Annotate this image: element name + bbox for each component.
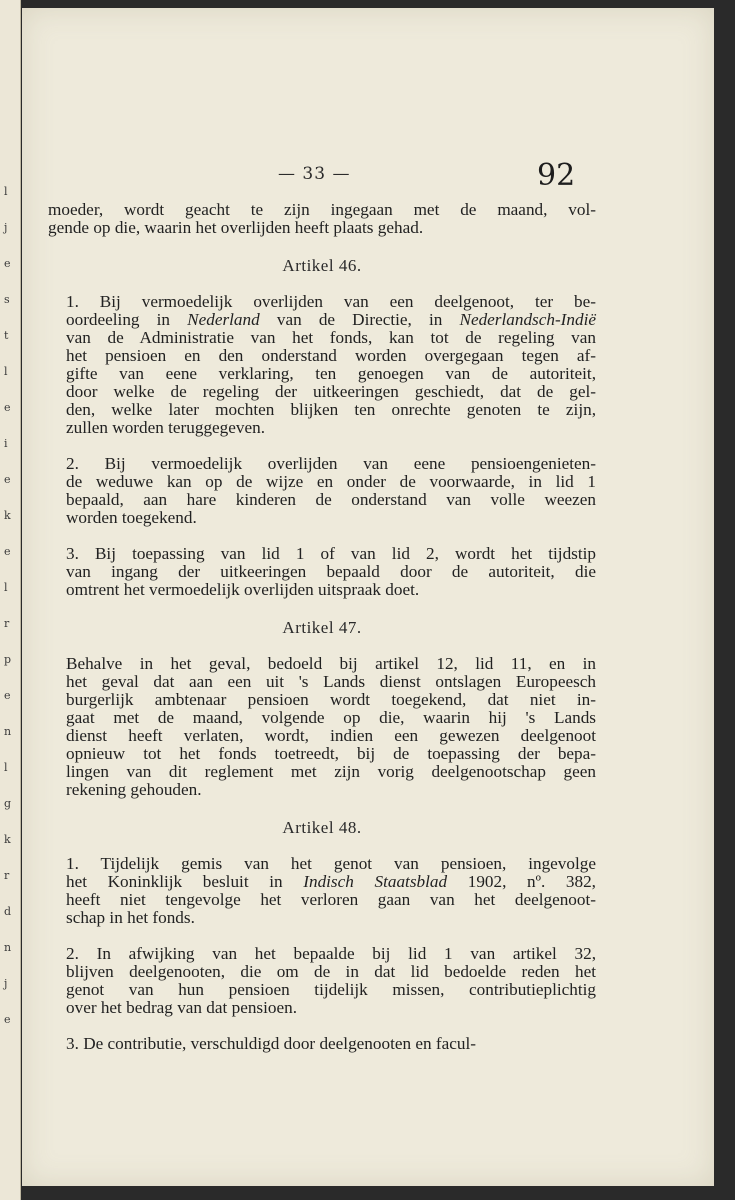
text-line: zullen worden teruggegeven.: [66, 418, 266, 437]
page-header: [22, 156, 714, 196]
text-line: 1. Bij vermoedelijk overlijden van een deelgenoot, ter be-: [66, 292, 596, 311]
article-47-para-1: [48, 655, 596, 799]
text-line: dienst heeft verlaten, wordt, indien een gewezen deelgenoot: [66, 726, 596, 745]
text-line: van ingang der uitkeeringen bepaald door de autoriteit, die: [66, 562, 596, 581]
margin-mark: n: [4, 725, 12, 738]
margin-mark: l: [4, 581, 8, 594]
margin-mark: l: [4, 761, 8, 774]
article-heading: Artikel 46.: [282, 256, 362, 275]
margin-mark: l: [4, 185, 8, 198]
text-line: worden toegekend.: [66, 508, 197, 527]
margin-mark: e: [4, 1013, 11, 1026]
text-line: bepaald, aan hare kinderen de onderstand van volle weezen: [66, 490, 596, 509]
text-line: gende op die, waarin het overlijden heeft plaats gehad.: [48, 218, 424, 237]
archive-stamp-number: 92: [537, 158, 576, 193]
text-line: heeft niet tengevolge het verloren gaan van het deelgenoot-: [66, 890, 596, 909]
intro-paragraph: [48, 201, 596, 237]
margin-mark: g: [4, 797, 12, 810]
margin-mark: s: [4, 293, 10, 306]
article-48-para-3: [48, 1035, 596, 1053]
text-line: schap in het fonds.: [66, 908, 195, 927]
text-line: het Koninklijk besluit in Indisch Staatsblad 1902, nº. 382,: [66, 872, 596, 891]
article-heading: Artikel 47.: [282, 618, 362, 637]
text-line: 3. De contributie, verschuldigd door deelgenooten en facul-: [66, 1034, 476, 1053]
margin-mark: p: [4, 653, 12, 666]
margin-mark: t: [4, 329, 9, 342]
text-line: blijven deelgenooten, die om de in dat lid bedoelde reden het: [66, 962, 596, 981]
text-line: van de Administratie van het fonds, kan tot de regeling van: [66, 328, 596, 347]
margin-mark: l: [4, 365, 8, 378]
text-line: 1. Tijdelijk gemis van het genot van pensioen, ingevolge: [66, 854, 596, 873]
article-46-para-3: [48, 545, 596, 599]
text-line: door welke de regeling der uitkeeringen geschiedt, dat de gel-: [66, 382, 596, 401]
margin-mark: e: [4, 545, 11, 558]
text-line: 2. Bij vermoedelijk overlijden van eene pensioengenieten-: [66, 454, 596, 473]
margin-mark: r: [4, 617, 10, 630]
text-line: gaat met de maand, volgende op die, waarin hij 's Lands: [66, 708, 596, 727]
margin-mark: d: [4, 905, 12, 918]
article-46-para-2: [48, 455, 596, 527]
margin-mark: n: [4, 941, 12, 954]
article-heading: Artikel 48.: [282, 818, 362, 837]
margin-mark: j: [4, 977, 8, 990]
text-line: de weduwe kan op de wijze en onder de voorwaarde, in lid 1: [66, 472, 596, 491]
text-line: oordeeling in Nederland van de Directie, in Nederlandsch-Indië: [66, 310, 596, 329]
text-line: opnieuw tot het fonds toetreedt, bij de toepassing der bepa-: [66, 744, 596, 763]
margin-mark: k: [4, 833, 11, 846]
text-line: lingen van dit reglement met zijn vorig deelgenootschap geen: [66, 762, 596, 781]
text-line: gifte van eene verklaring, ten genoegen van de autoriteit,: [66, 364, 596, 383]
margin-mark: e: [4, 401, 11, 414]
text-line: 3. Bij toepassing van lid 1 of van lid 2, wordt het tijdstip: [66, 544, 596, 563]
text-line: burgerlijk ambtenaar pensioen wordt toegekend, dat niet in-: [66, 690, 596, 709]
page-number: — 33 —: [278, 164, 351, 184]
document-page: [22, 8, 714, 1186]
text-line: het pensioen en den onderstand worden overgegaan tegen af-: [66, 346, 596, 365]
text-line: Behalve in het geval, bedoeld bij artikel 12, lid 11, en in: [66, 654, 596, 673]
text-line: den, welke later mochten blijken ten onrechte genoten te zijn,: [66, 400, 596, 419]
text-line: rekening gehouden.: [66, 780, 202, 799]
margin-mark: i: [4, 437, 8, 450]
article-48-para-2: [48, 945, 596, 1017]
margin-mark: e: [4, 689, 11, 702]
margin-mark: e: [4, 473, 11, 486]
adjacent-page-strip: [0, 0, 21, 1200]
text-line: genot van hun pensioen tijdelijk missen, contributieplichtig: [66, 980, 596, 999]
margin-mark: j: [4, 221, 8, 234]
text-line: 2. In afwijking van het bepaalde bij lid 1 van artikel 32,: [66, 944, 596, 963]
text-line: moeder, wordt geacht te zijn ingegaan met de maand, vol-: [48, 200, 596, 219]
margin-mark: k: [4, 509, 11, 522]
margin-mark: r: [4, 869, 10, 882]
text-line: het geval dat aan een uit 's Lands dienst ontslagen Europeesch: [66, 672, 596, 691]
margin-mark: e: [4, 257, 11, 270]
article-46-para-1: [48, 293, 596, 437]
article-48-para-1: [48, 855, 596, 927]
text-line: over het bedrag van dat pensioen.: [66, 998, 297, 1017]
body-text: [48, 201, 596, 1053]
text-line: omtrent het vermoedelijk overlijden uitspraak doet.: [66, 580, 420, 599]
